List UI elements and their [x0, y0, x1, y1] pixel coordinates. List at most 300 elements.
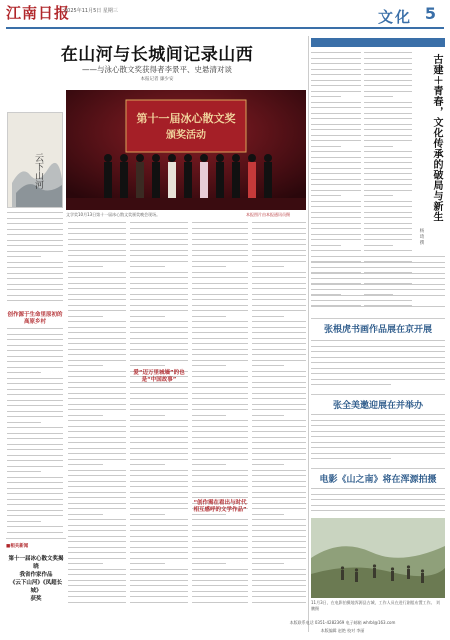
text-line	[192, 481, 248, 482]
text-line	[192, 552, 248, 553]
text-line	[364, 151, 412, 152]
text-line	[192, 327, 248, 328]
text-line	[192, 558, 248, 559]
text-line	[252, 464, 284, 465]
text-line	[192, 404, 248, 405]
text-line	[130, 349, 188, 350]
text-line	[311, 179, 361, 180]
text-line	[311, 124, 361, 125]
text-line	[68, 497, 126, 498]
text-line	[311, 63, 361, 64]
text-line	[364, 140, 412, 141]
text-line	[252, 514, 284, 515]
text-line	[130, 585, 188, 586]
text-line	[311, 351, 445, 352]
text-line	[68, 299, 126, 300]
text-line	[130, 453, 188, 454]
text-line	[311, 140, 361, 141]
text-line	[192, 244, 248, 245]
text-line	[7, 411, 63, 412]
text-line	[311, 494, 445, 495]
text-line	[364, 96, 393, 97]
text-line	[252, 321, 306, 322]
text-line	[7, 350, 63, 351]
issue-date: 2025年11月5日 星期三	[64, 8, 118, 14]
text-line	[68, 327, 126, 328]
text-line	[68, 354, 126, 355]
text-line	[192, 266, 226, 267]
text-line	[311, 273, 445, 274]
text-line	[364, 80, 412, 81]
text-line	[192, 310, 248, 311]
text-line	[364, 206, 412, 207]
text-line	[252, 563, 284, 564]
text-line	[252, 365, 284, 366]
text-line	[364, 135, 412, 136]
text-line	[311, 190, 361, 191]
text-line	[252, 316, 284, 317]
text-line	[130, 552, 188, 553]
text-line	[7, 295, 63, 296]
article-column-4	[192, 222, 248, 612]
text-line	[252, 448, 306, 449]
text-line	[364, 212, 412, 213]
text-line	[252, 541, 306, 542]
text-line	[130, 233, 188, 234]
text-line	[252, 338, 306, 339]
text-line	[192, 431, 248, 432]
text-line	[68, 525, 126, 526]
text-line	[68, 360, 126, 361]
text-line	[311, 488, 445, 489]
text-line	[130, 244, 188, 245]
text-line	[311, 379, 445, 380]
text-line	[364, 223, 412, 224]
text-line	[68, 420, 126, 421]
text-line	[252, 536, 306, 537]
text-line	[311, 135, 361, 136]
text-line	[192, 332, 248, 333]
text-line	[252, 250, 306, 251]
text-line	[311, 113, 361, 114]
text-line	[7, 499, 63, 500]
text-line	[311, 212, 361, 213]
text-line	[252, 360, 306, 361]
text-line	[7, 455, 63, 456]
related-news-line-2: 我省作家作品	[19, 572, 53, 578]
text-line	[68, 552, 126, 553]
text-line	[364, 195, 393, 196]
text-line	[192, 321, 248, 322]
text-line	[192, 365, 226, 366]
text-line	[68, 475, 126, 476]
text-line	[192, 239, 248, 240]
text-line	[311, 195, 341, 196]
text-line	[130, 475, 188, 476]
related-news-line-4: 获奖	[30, 596, 42, 602]
text-line	[252, 343, 306, 344]
text-line	[130, 514, 165, 515]
text-line	[192, 426, 248, 427]
text-line	[192, 547, 248, 548]
text-line	[311, 414, 445, 415]
text-line	[7, 405, 63, 406]
text-line	[68, 591, 126, 592]
text-line	[364, 124, 412, 125]
text-line	[130, 283, 188, 284]
text-line	[192, 470, 248, 471]
film-photo-caption: 11月3日，在电影拍摄地浑源县古城，工作人员在进行剧组布置工作。 刘 鹏摄	[311, 600, 440, 611]
book-cover-image	[7, 112, 63, 208]
related-news-box	[6, 543, 66, 603]
text-line	[7, 278, 63, 279]
text-line	[192, 376, 248, 377]
text-line	[130, 288, 188, 289]
text-line	[7, 477, 63, 478]
text-line	[68, 541, 126, 542]
text-line	[192, 233, 248, 234]
masthead-rule	[6, 27, 444, 29]
text-line	[311, 157, 361, 158]
text-line	[68, 464, 103, 465]
text-line	[192, 255, 248, 256]
text-line	[192, 585, 248, 586]
text-line	[311, 373, 445, 374]
text-line	[7, 339, 63, 340]
text-line	[252, 310, 306, 311]
text-line	[192, 283, 248, 284]
newspaper-logo: 江南日报	[6, 4, 71, 22]
text-line	[68, 233, 126, 234]
text-line	[130, 492, 188, 493]
section-divider	[6, 538, 66, 539]
text-line	[68, 409, 126, 410]
text-line	[68, 486, 126, 487]
text-line	[252, 503, 306, 504]
text-line	[192, 602, 248, 603]
text-line	[130, 541, 188, 542]
text-line	[130, 398, 188, 399]
text-line	[252, 508, 306, 509]
text-line	[192, 415, 226, 416]
text-line	[68, 558, 126, 559]
text-line	[311, 80, 361, 81]
text-line	[252, 288, 306, 289]
text-line	[68, 277, 126, 278]
text-line	[7, 416, 63, 417]
text-line	[252, 354, 306, 355]
text-line	[252, 239, 306, 240]
text-line	[311, 118, 361, 119]
text-line	[311, 85, 361, 86]
text-line	[252, 525, 306, 526]
text-line	[311, 420, 445, 421]
text-line	[311, 295, 445, 296]
text-line	[192, 596, 248, 597]
text-line	[130, 272, 188, 273]
text-line	[192, 591, 248, 592]
text-line	[252, 332, 306, 333]
text-line	[130, 343, 188, 344]
stage-banner-text-2: 颁奖活动	[166, 130, 206, 141]
text-line	[252, 481, 306, 482]
text-line	[311, 162, 361, 163]
text-line	[68, 228, 126, 229]
text-line	[68, 371, 126, 372]
text-line	[130, 310, 188, 311]
text-line	[68, 437, 126, 438]
text-line	[192, 442, 248, 443]
news-body-1	[311, 340, 445, 390]
text-line	[252, 272, 306, 273]
text-line	[192, 459, 248, 460]
text-line	[192, 453, 248, 454]
news-body-3	[311, 488, 445, 516]
text-line	[130, 338, 188, 339]
text-line	[68, 239, 126, 240]
text-line	[7, 289, 63, 290]
text-line	[311, 52, 361, 53]
photo-caption: 文学奖10月13日第十一届冰心散文奖颁奖晚会现场。	[66, 212, 161, 217]
text-line	[311, 223, 361, 224]
text-line	[192, 277, 248, 278]
text-line	[130, 294, 188, 295]
text-line	[7, 444, 63, 445]
text-line	[192, 299, 248, 300]
text-line	[252, 569, 306, 570]
article-column-1	[7, 212, 63, 308]
text-line	[252, 299, 306, 300]
feature-column-3	[311, 256, 445, 312]
news-body-2	[311, 414, 445, 464]
text-line	[311, 129, 361, 130]
text-line	[7, 460, 63, 461]
text-line	[68, 448, 126, 449]
text-line	[311, 267, 445, 268]
text-line	[311, 201, 361, 202]
news-divider-1	[311, 318, 445, 319]
text-line	[364, 74, 412, 75]
text-line	[192, 316, 226, 317]
page-number: 5	[424, 4, 436, 23]
text-line	[311, 289, 445, 290]
text-line	[130, 222, 188, 223]
text-line	[7, 504, 63, 505]
text-line	[252, 387, 306, 388]
text-line	[68, 255, 126, 256]
text-line	[364, 146, 393, 147]
footer-contact: 本版联系电话 0351-4282369 电子邮箱 whrbl@163.com	[289, 620, 396, 625]
feature-section-bar	[311, 38, 445, 47]
text-line	[252, 228, 306, 229]
text-line	[311, 278, 445, 279]
text-line	[130, 536, 188, 537]
text-line	[192, 448, 248, 449]
text-line	[252, 437, 306, 438]
text-line	[311, 442, 445, 443]
text-line	[192, 420, 248, 421]
text-line	[311, 262, 445, 263]
text-line	[192, 409, 248, 410]
text-line	[192, 354, 248, 355]
text-line	[130, 602, 188, 603]
text-line	[7, 471, 41, 472]
text-line	[68, 316, 103, 317]
text-line	[364, 129, 412, 130]
text-line	[7, 466, 63, 467]
text-line	[130, 596, 188, 597]
text-line	[68, 536, 126, 537]
text-line	[311, 357, 445, 358]
text-line	[252, 283, 306, 284]
text-line	[252, 393, 306, 394]
column-divider	[308, 36, 309, 632]
main-headline: 在山河与长城间记录山西	[60, 45, 254, 65]
text-line	[130, 519, 188, 520]
text-line	[192, 464, 226, 465]
text-line	[364, 179, 412, 180]
text-line	[130, 316, 165, 317]
text-line	[7, 234, 63, 235]
text-line	[68, 563, 103, 564]
text-line	[7, 532, 63, 533]
text-line	[130, 387, 188, 388]
text-line	[364, 234, 412, 235]
text-line	[192, 272, 248, 273]
text-line	[311, 107, 361, 108]
text-line	[252, 497, 306, 498]
text-line	[68, 250, 126, 251]
text-line	[252, 376, 306, 377]
section-title: 文化	[377, 8, 412, 26]
feature-author: 杨 琦 撰	[419, 228, 424, 245]
text-line	[130, 574, 188, 575]
text-line	[364, 91, 412, 92]
text-line	[7, 389, 63, 390]
text-line	[364, 201, 412, 202]
text-line	[311, 58, 361, 59]
text-line	[192, 486, 248, 487]
text-line	[7, 521, 41, 522]
text-line	[364, 118, 412, 119]
text-line	[68, 338, 126, 339]
text-line	[68, 459, 126, 460]
stage-banner-text: 第十一届冰心散文奖	[136, 112, 236, 125]
text-line	[311, 458, 391, 459]
text-line	[252, 602, 306, 603]
text-line	[311, 447, 445, 448]
text-line	[192, 569, 248, 570]
text-line	[311, 510, 445, 511]
text-line	[68, 415, 103, 416]
related-news-line-1: 第十一届冰心散文奖揭晓	[8, 556, 64, 570]
text-line	[7, 394, 63, 395]
text-line	[311, 505, 445, 506]
article-column-5	[252, 222, 306, 612]
text-line	[130, 299, 188, 300]
text-line	[252, 558, 306, 559]
text-line	[68, 580, 126, 581]
text-line	[68, 508, 126, 509]
text-line	[192, 349, 248, 350]
text-line	[192, 530, 248, 531]
text-line	[68, 404, 126, 405]
text-line	[130, 459, 188, 460]
text-line	[7, 510, 63, 511]
text-line	[68, 547, 126, 548]
text-line	[311, 91, 361, 92]
related-news-line-3: 《云下山河》《凤超长城》	[9, 580, 63, 594]
text-line	[68, 272, 126, 273]
text-line	[311, 74, 361, 75]
text-line	[7, 223, 63, 224]
text-line	[364, 239, 412, 240]
text-line	[130, 558, 188, 559]
text-line	[68, 222, 126, 223]
text-line	[130, 503, 188, 504]
feature-title: 古建＋青春，文化传承的破局与新生	[431, 54, 442, 222]
news-divider-3	[311, 468, 445, 469]
text-line	[7, 449, 63, 450]
text-line	[130, 580, 188, 581]
text-line	[130, 547, 188, 548]
text-line	[7, 273, 63, 274]
article-column-2	[68, 222, 126, 612]
text-line	[311, 239, 361, 240]
text-line	[130, 431, 188, 432]
text-line	[311, 284, 445, 285]
text-line	[364, 113, 412, 114]
text-line	[252, 442, 306, 443]
text-line	[252, 409, 306, 410]
text-line	[192, 398, 248, 399]
text-line	[252, 305, 306, 306]
text-line	[130, 354, 188, 355]
text-line	[68, 261, 126, 262]
text-line	[7, 488, 63, 489]
text-line	[252, 382, 306, 383]
article-subhead-3: “创作需在看出与时代相互感呼的文学作品”	[193, 500, 247, 513]
text-line	[130, 442, 188, 443]
text-line	[130, 530, 188, 531]
text-line	[7, 267, 63, 268]
text-line	[311, 362, 445, 363]
text-line	[130, 365, 165, 366]
text-line	[364, 245, 393, 246]
related-news-tag: ■相关新闻	[6, 544, 29, 549]
text-line	[252, 404, 306, 405]
text-line	[130, 486, 188, 487]
text-line	[311, 173, 361, 174]
text-line	[130, 277, 188, 278]
text-line	[7, 262, 63, 263]
text-line	[311, 228, 361, 229]
text-line	[252, 530, 306, 531]
text-line	[7, 482, 63, 483]
text-line	[68, 294, 126, 295]
byline: 本报记者 廉少安	[140, 77, 174, 82]
text-line	[252, 415, 284, 416]
text-line	[252, 349, 306, 350]
text-line	[7, 328, 63, 329]
text-line	[252, 470, 306, 471]
article-subhead-1: 创作源于生命里原初的高原乡村	[7, 312, 63, 325]
text-line	[7, 240, 63, 241]
news-title-3: 电影《山之南》将在浑源拍摄	[319, 475, 437, 485]
text-line	[252, 475, 306, 476]
text-line	[311, 453, 445, 454]
text-line	[252, 294, 306, 295]
